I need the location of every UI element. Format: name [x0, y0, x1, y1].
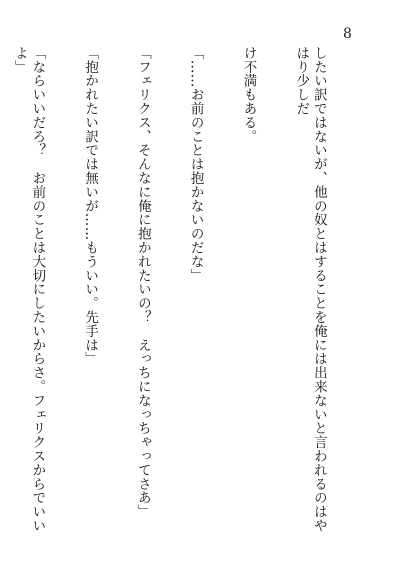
page-number: 8: [343, 26, 352, 42]
vertical-text-body: [11, 46, 362, 546]
text-line: け不満もある。: [240, 46, 257, 144]
text-line: 「……お前のことは抱かないのだな」: [187, 46, 204, 283]
text-line: 「ならいいだろ？ お前のことは大切にしたいからさ。フェリクスからでいいよ」: [11, 46, 46, 533]
text-line: 「フェリクス、そんなに俺に抱かれたいの？ えっちになっちゃってさあ」: [134, 46, 151, 519]
text-line: 「抱かれたい訳では無いが……もういい。先手は」: [82, 46, 99, 366]
text-line: したい訳ではないが、他の奴とはすることを俺には出来ないと言われるのはやはり少しだ: [293, 46, 327, 533]
